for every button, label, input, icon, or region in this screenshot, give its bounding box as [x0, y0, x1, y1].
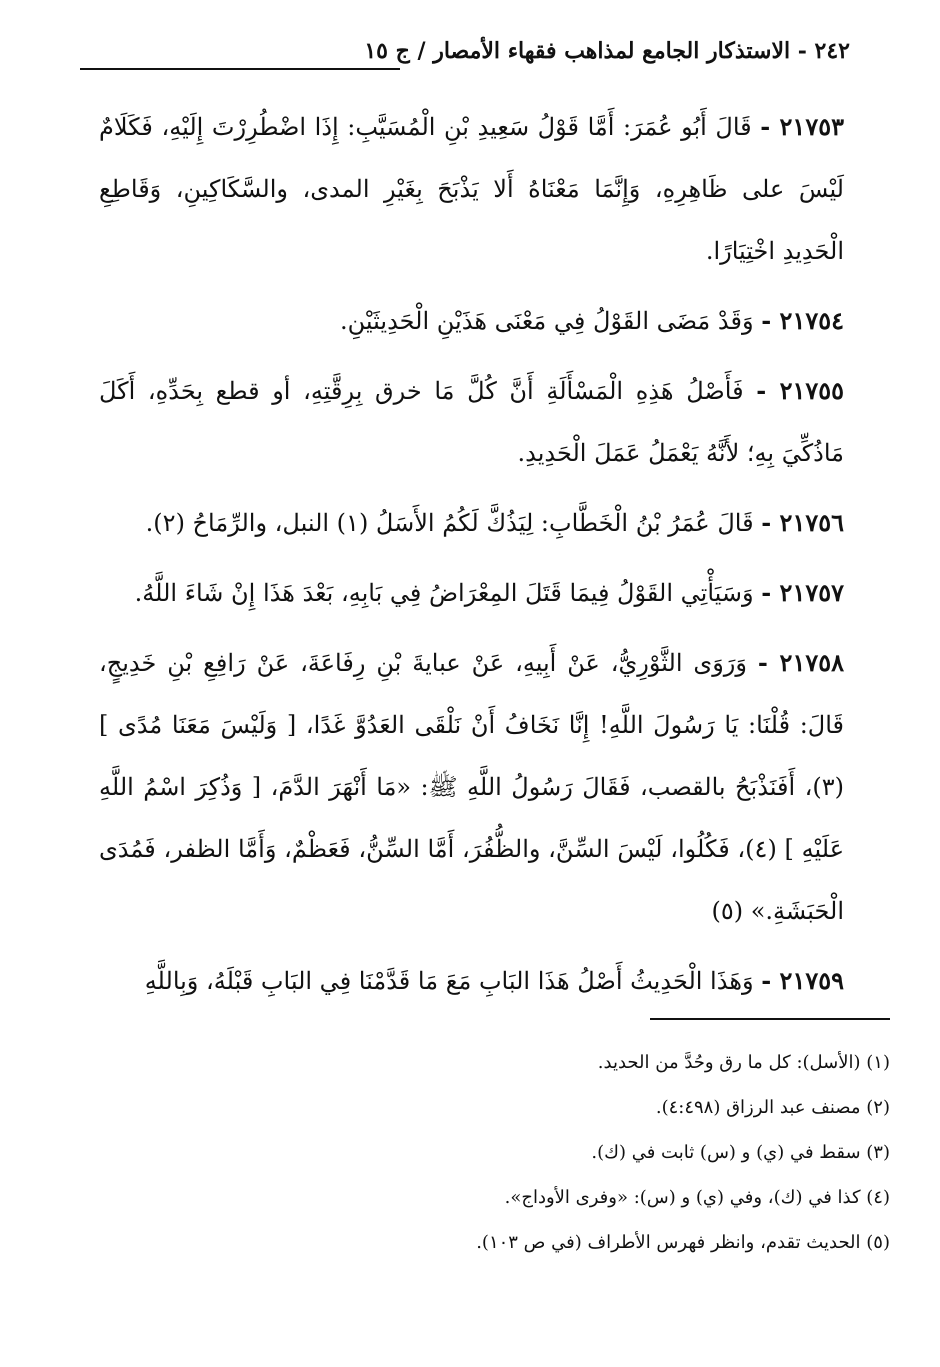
paragraph-text: وَسَيَأْتِي القَوْلُ فِيمَا قَتَلَ المِعْرَاضُ فِي بَابِهِ، بَعْدَ هَذَا إِنْ شَاءَ اللَّهُ.: [134, 579, 754, 607]
paragraph-21759: [99, 950, 844, 1012]
paragraph-21755: [99, 360, 844, 484]
header-rule: [80, 68, 400, 70]
main-text: [99, 96, 844, 1020]
paragraph-21756: [99, 492, 844, 554]
paragraph-number: ٢١٧٥٣ -: [760, 112, 844, 141]
running-title: ٢٤٢ - الاستذكار الجامع لمذاهب فقهاء الأمصار / ج ١٥: [364, 38, 850, 64]
paragraph-number: ٢١٧٥٦ -: [761, 508, 844, 537]
paragraph-21757: [99, 562, 844, 624]
page-header: [80, 34, 850, 74]
paragraph-number: ٢١٧٥٩ -: [761, 966, 844, 995]
paragraph-21753: [99, 96, 844, 282]
footnotes: [60, 1040, 890, 1265]
footnote-rule: [650, 1018, 890, 1020]
paragraph-21758: [99, 632, 844, 942]
paragraph-text: وَقَدْ مَضَى القَوْلُ فِي مَعْنَى هَذَيْنِ الْحَدِيثَيْنِ.: [340, 307, 754, 335]
paragraph-number: ٢١٧٥٥ -: [756, 376, 845, 405]
paragraph-text: وَرَوَى الثَّوْرِيُّ، عَنْ أَبِيهِ، عَنْ عبايةَ بْنِ رِفَاعَةَ، عَنْ رَافِعِ بْنِ خَدِيجٍ، قَالَ: قُلْنَا: يَا رَسُولَ اللَّهِ! إِنَّا نَخَافُ أَنْ نَلْقَى العَدُوَّ غَدًا، [ وَلَيْسَ مَعَنَا مُدًى ] (٣)، أَفَنَذْبَحُ بالقصب، فَقَالَ رَسُولُ اللَّهِ ﷺ: «مَا أَنْهَرَ الدَّمَ، [ وَذُكِرَ اسْمُ اللَّهِ عَلَيْهِ ] (٤)، فَكُلُوا، لَيْسَ السِّنَّ، والظُّفُرَ، أَمَّا السِّنُّ، فَعَظْمٌ، وَأَمَّا الظفر، فَمُدَى الْحَبَشَةِ.» (٥): [99, 649, 845, 925]
paragraph-text: قَالَ أَبُو عُمَرَ: أَمَّا قَوْلُ سَعِيدِ بْنِ الْمُسَيَّبِ: إِذَا اضْطُرِرْتَ إِلَيْهِ، فَكَلَامٌ لَيْسَ على ظَاهِرِهِ، وَإِنَّمَا مَعْنَاهُ أَلا يَذْبَحَ بِغَيْرِ المدى، والسَّكَاكِينِ، وَقَاطِعِ الْحَدِيدِ اخْتِيَارًا.: [99, 113, 844, 265]
footnote-5: (٥) الحديث تقدم، وانظر فهرس الأطراف (في ص ١٠٣).: [476, 1232, 890, 1253]
paragraph-text: وَهَذَا الْحَدِيثُ أَصْلُ هَذَا البَابِ مَعَ مَا قَدَّمْنَا فِي البَابِ قَبْلَهُ، وَبِاللَّهِ: [144, 967, 754, 995]
footnote-2: (٢) مصنف عبد الرزاق (٤:٤٩٨).: [655, 1097, 890, 1118]
footnote-3: (٣) سقط في (ي) و (س) ثابت في (ك).: [591, 1142, 890, 1163]
paragraph-21754: [99, 290, 844, 352]
paragraph-text: قَالَ عُمَرُ بْنُ الْخَطَّابِ: لِيَذُكَّ لَكُمُ الأَسَلُ (١) النبل، والرِّمَاحُ (٢).: [145, 509, 754, 537]
paragraph-number: ٢١٧٥٨ -: [757, 648, 844, 677]
paragraph-text: فَأَصْلُ هَذِهِ الْمَسْأَلَةِ أَنَّ كُلَّ مَا خرق بِرِقَّتِهِ، أو قطع بِحَدِّهِ، أَكَلَ مَاذُكِّيَ بِهِ؛ لأَنَّهُ يَعْمَلُ عَمَلَ الْحَدِيدِ.: [99, 377, 844, 467]
footnote-4: (٤) كذا في (ك)، وفي (ي) و (س): «وفرى الأوداج».: [504, 1187, 890, 1208]
paragraph-number: ٢١٧٥٧ -: [761, 578, 844, 607]
paragraph-number: ٢١٧٥٤ -: [761, 306, 844, 335]
footnote-1: (١) (الأسل): كل ما رق وحُدَّ من الحديد.: [597, 1052, 890, 1073]
